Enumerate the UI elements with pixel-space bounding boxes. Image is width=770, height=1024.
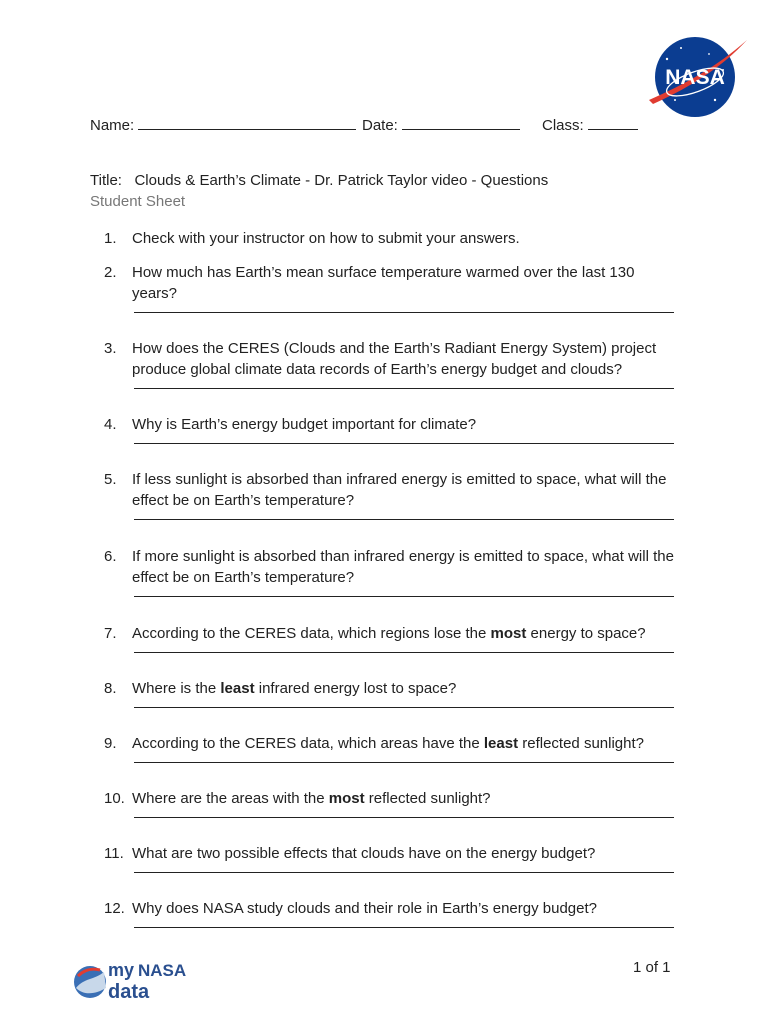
question-item	[104, 414, 674, 444]
question-emphasis: most	[490, 625, 527, 642]
question-number: 5.	[104, 471, 117, 488]
page-number: 1 of 1	[633, 959, 671, 976]
question-item	[104, 843, 674, 873]
answer-line[interactable]	[134, 817, 674, 818]
question-item	[104, 546, 674, 597]
question-item	[104, 788, 674, 818]
nasa-meatball-logo	[645, 34, 749, 120]
question-text	[132, 469, 674, 511]
answer-line[interactable]	[134, 707, 674, 708]
question-text-part: Check with your instructor on how to submit your answers.	[132, 230, 520, 247]
question-text-part: infrared energy lost to space?	[254, 680, 457, 697]
question-text-part: energy to space?	[526, 625, 646, 642]
question-number: 12.	[104, 900, 125, 917]
question-text	[132, 414, 674, 435]
question-number: 6.	[104, 548, 117, 565]
question-item	[104, 898, 674, 928]
answer-line[interactable]	[134, 519, 674, 520]
date-label: Date:	[362, 117, 398, 134]
question-number: 7.	[104, 625, 117, 642]
date-blank[interactable]	[402, 115, 520, 130]
question-text-part: Why does NASA study clouds and their role in Earth’s energy budget?	[132, 900, 597, 917]
question-text-part: How much has Earth’s mean surface temperature warmed over the last 130 years?	[132, 264, 635, 302]
question-number: 4.	[104, 416, 117, 433]
question-item	[104, 733, 674, 763]
question-item	[104, 228, 674, 249]
question-text-part: If more sunlight is absorbed than infrared energy is emitted to space, what will the effect be on Earth’s temperature?	[132, 548, 674, 586]
question-text	[132, 843, 674, 864]
question-text-part: According to the CERES data, which regions lose the	[132, 625, 491, 642]
date-field[interactable]	[362, 115, 520, 134]
question-text-part: What are two possible effects that clouds have on the energy budget?	[132, 845, 596, 862]
question-text	[132, 733, 674, 754]
document-title: Title: Clouds & Earth’s Climate - Dr. Patrick Taylor video - Questions	[90, 172, 549, 189]
question-text-part: reflected sunlight?	[518, 735, 644, 752]
answer-line[interactable]	[134, 872, 674, 873]
question-item	[104, 338, 674, 389]
question-emphasis: least	[483, 735, 519, 752]
answer-line[interactable]	[134, 596, 674, 597]
question-number: 2.	[104, 264, 117, 281]
question-item	[104, 623, 674, 653]
question-emphasis: most	[328, 790, 365, 807]
mynasa-nasa-text: NASA	[138, 961, 187, 980]
mynasa-data-text: data	[108, 981, 150, 1002]
question-text	[132, 678, 674, 699]
question-item	[104, 469, 674, 520]
mynasa-data-logo	[72, 958, 207, 1002]
question-emphasis: least	[220, 680, 255, 697]
class-blank[interactable]	[588, 115, 638, 130]
question-text-part: Why is Earth’s energy budget important for climate?	[132, 416, 477, 433]
answer-line[interactable]	[134, 388, 674, 389]
question-text	[132, 262, 674, 304]
answer-line[interactable]	[134, 927, 674, 928]
question-number: 9.	[104, 735, 117, 752]
class-label: Class:	[542, 117, 584, 134]
question-text	[132, 228, 674, 249]
class-field[interactable]	[542, 115, 638, 134]
document-subtitle: Student Sheet	[90, 193, 186, 210]
name-label: Name:	[90, 117, 135, 134]
question-text-part: According to the CERES data, which areas have the	[132, 735, 484, 752]
name-blank[interactable]	[138, 115, 356, 130]
nasa-logo-text: NASA	[665, 66, 725, 89]
question-text-part: How does the CERES (Clouds and the Earth’s Radiant Energy System) project produce global climate data records of Earth’s energy budget and clouds?	[132, 340, 657, 378]
question-text-part: Where are the areas with the	[132, 790, 329, 807]
question-text	[132, 898, 674, 919]
answer-line[interactable]	[134, 762, 674, 763]
question-item	[104, 262, 674, 313]
question-text	[132, 623, 674, 644]
question-number: 1.	[104, 230, 117, 247]
question-number: 8.	[104, 680, 117, 697]
question-text	[132, 546, 674, 588]
question-text-part: Where is the	[132, 680, 221, 697]
answer-line[interactable]	[134, 312, 674, 313]
question-text	[132, 788, 674, 809]
answer-line[interactable]	[134, 443, 674, 444]
question-number: 3.	[104, 340, 117, 357]
question-number: 10.	[104, 790, 125, 807]
question-item	[104, 678, 674, 708]
answer-line[interactable]	[134, 652, 674, 653]
question-text	[132, 338, 674, 380]
question-text-part: reflected sunlight?	[364, 790, 491, 807]
name-field[interactable]	[90, 115, 356, 134]
mynasa-my-text: my	[108, 960, 135, 980]
question-text-part: If less sunlight is absorbed than infrared energy is emitted to space, what will the effect be on Earth’s temperature?	[132, 471, 667, 509]
question-number: 11.	[104, 845, 124, 862]
